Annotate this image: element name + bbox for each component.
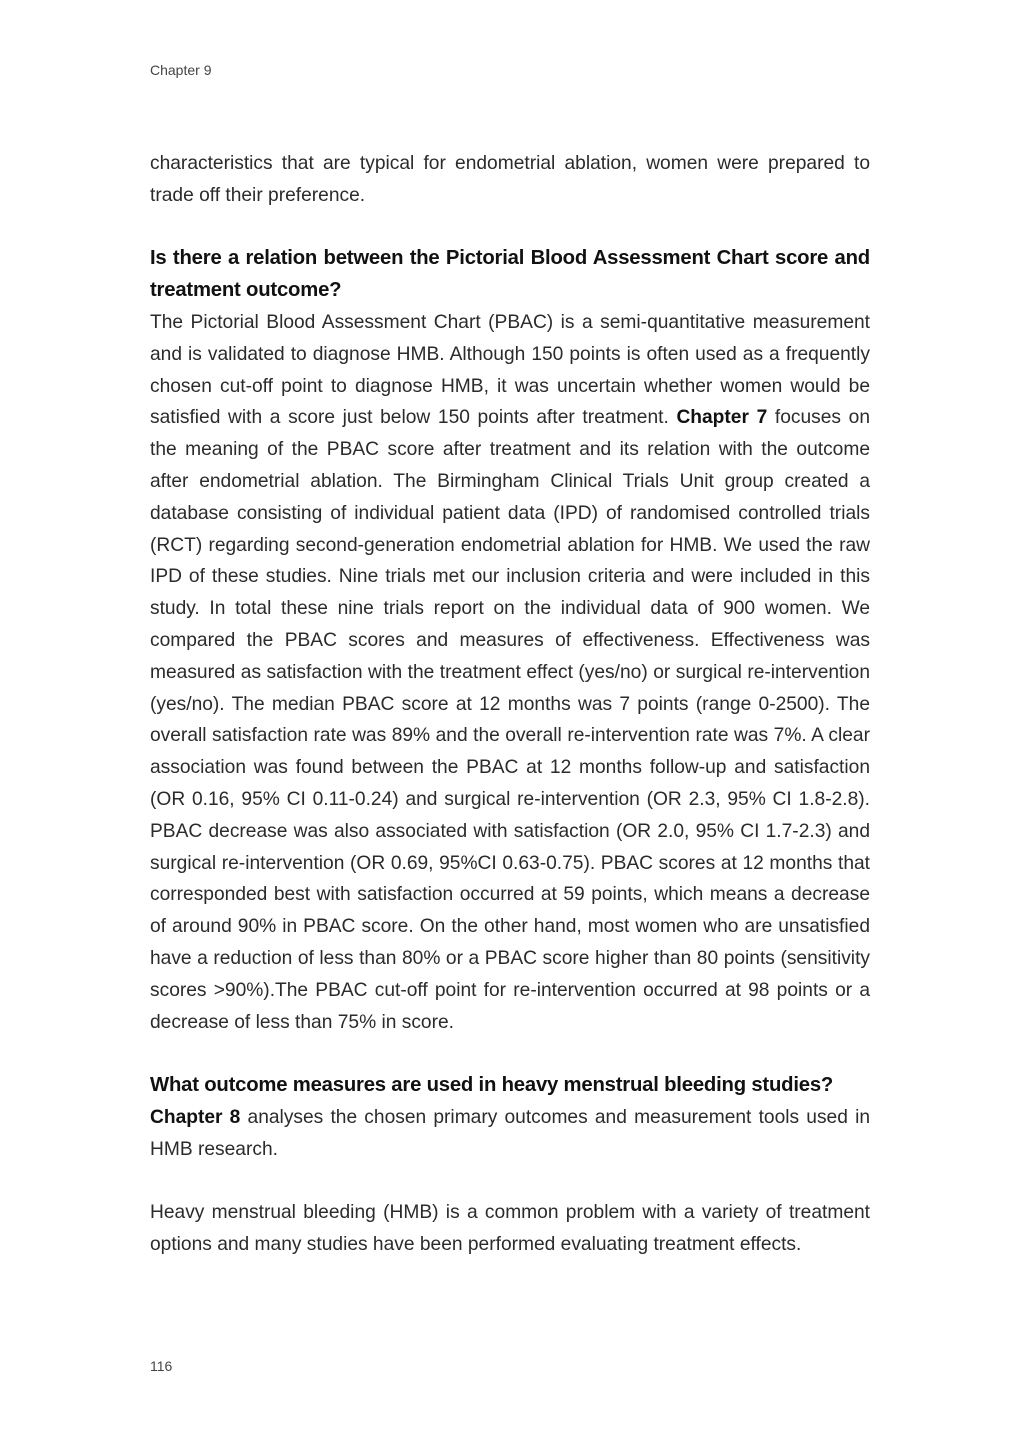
pbac-paragraph-text-start: The Pictorial Blood Assessment Chart (PBAC) is a semi-quantitative measurement and is validated to diagnose HMB. Although 150 points is often used as a frequently chosen cut-off point to diagnose HMB, it was uncertain whether women would be satisfied with a score just below 150 points after treatment. (150, 311, 870, 429)
outcomes-section-paragraph (150, 1102, 870, 1166)
spacer (150, 1166, 870, 1198)
page-body (150, 148, 870, 1261)
pbac-section-paragraph (150, 307, 870, 1038)
intro-paragraph: characteristics that are typical for endometrial ablation, women were prepared to trade off their preference. (150, 153, 870, 206)
hmb-paragraph: Heavy menstrual bleeding (HMB) is a common problem with a variety of treatment options and many studies have been performed evaluating treatment effects. (150, 1202, 870, 1256)
page-number: 116 (150, 1358, 173, 1374)
running-header: Chapter 9 (150, 62, 212, 78)
pbac-section-heading: Is there a relation between the Pictorial Blood Assessment Chart score and treatment outcome? (150, 247, 870, 302)
spacer (150, 212, 870, 244)
chapter-7-reference: Chapter 7 (676, 407, 768, 429)
outcomes-section-heading: What outcome measures are used in heavy menstrual bleeding studies? (150, 1074, 834, 1097)
pbac-paragraph-text-end: focuses on the meaning of the PBAC score after treatment and its relation with the outcome after endometrial ablation. The Birmingham Clinical Trials Unit group created a database consisting of individual patient data (IPD) of randomised controlled trials (RCT) regarding second-generation endometrial ablation for HMB. We used the raw IPD of these studies. Nine trials met our inclusion criteria and were included in this study. In total these nine trials report on the individual data of 900 women. We compared the PBAC scores and measures of effectiveness. Effectiveness was measured as satisfaction with the treatment effect (yes/no) or surgical re-intervention (yes/no). The median PBAC score at 12 months was 7 points (range 0-2500). The overall satisfaction rate was 89% and the overall re-intervention rate was 7%. A clear association was found between the PBAC at 12 months follow-up and satisfaction (OR 0.16, 95% CI 0.11-0.24) and surgical re-intervention (OR 2.3, 95% CI 1.8-2.8). PBAC decrease was also associated with satisfaction (OR 2.0, 95% CI 1.7-2.3) and surgical re-intervention (OR 0.69, 95%CI 0.63-0.75). PBAC scores at 12 months that corresponded best with satisfaction occurred at 59 points, which means a decrease of around 90% in PBAC score. On the other hand, most women who are unsatisfied have a reduction of less than 80% or a PBAC score higher than 80 points (sensitivity scores >90%).The PBAC cut-off point for re-intervention occurred at 98 points or a decrease of less than 75% in score. (150, 407, 870, 1033)
chapter-8-reference: Chapter 8 (150, 1106, 241, 1128)
spacer (150, 1038, 870, 1070)
outcomes-paragraph-text: analyses the chosen primary outcomes and measurement tools used in HMB research. (150, 1106, 870, 1160)
